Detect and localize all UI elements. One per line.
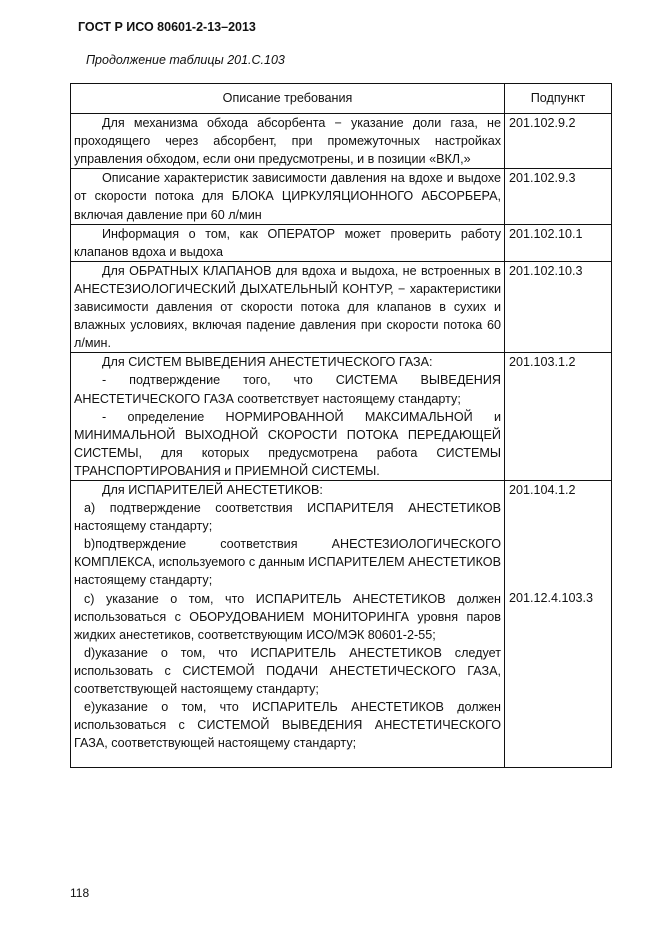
requirements-table	[70, 83, 612, 768]
table-continuation-caption: Продолжение таблицы 201.C.103	[86, 53, 285, 67]
description-list-item: с) указание о том, что ИСПАРИТЕЛЬ АНЕСТЕТИКОВ должен использоваться с ОБОРУДОВАНИЕМ МОНИТОРИНГА уровня паров жидких анестетиков, соответствующим ИСО/МЭК 80601-2-55;	[74, 591, 501, 642]
subclause-code: 201.103.1.2	[509, 355, 576, 370]
table-row	[71, 261, 612, 352]
description-cell	[71, 224, 505, 261]
description-list-item: b)подтверждение соответствия АНЕСТЕЗИОЛОГИЧЕСКОГО КОМПЛЕКСА, используемого с данным ИСПАРИТЕЛЕМ АНЕСТЕТИКОВ настоящему стандарту;	[74, 537, 501, 588]
description-text: Информация о том, как ОПЕРАТОР может проверить работу клапанов вдоха и выдоха	[74, 226, 501, 259]
description-list-item: а) подтверждение соответствия ИСПАРИТЕЛЯ АНЕСТЕТИКОВ настоящему стандарту;	[74, 501, 501, 534]
subclause-code: 201.104.1.2	[509, 482, 576, 497]
subclause-cell	[505, 169, 612, 224]
table-header-row	[71, 84, 612, 114]
subclause-cell	[505, 261, 612, 352]
table-row	[71, 224, 612, 261]
description-list-item: - определение НОРМИРОВАННОЙ МАКСИМАЛЬНОЙ и МИНИМАЛЬНОЙ ВЫХОДНОЙ СКОРОСТИ ПОТОКА ПЕРЕДАЮЩЕЙ СИСТЕМЫ, для которых предусмотрена работа СИСТЕМЫ ТРАНСПОРТИРОВАНИЯ и ПРИЕМНОЙ СИСТЕМЫ.	[74, 409, 501, 478]
description-text: Для ОБРАТНЫХ КЛАПАНОВ для вдоха и выдоха, не встроенных в АНЕСТЕЗИОЛОГИЧЕСКИЙ ДЫХАТЕЛЬНЫЙ КОНТУР, − характеристики зависимости давления от скорости потока для клапанов в сухих и влажных условиях, включая падение давления при скорости потока 60 л/мин.	[74, 263, 501, 351]
description-cell	[71, 169, 505, 224]
page-number: 118	[70, 886, 90, 900]
column-header-subclause: Подпункт	[505, 84, 612, 114]
subclause-code: 201.102.9.2	[509, 116, 576, 131]
subclause-code: 201.12.4.103.3	[509, 590, 594, 605]
table-row	[71, 480, 612, 767]
description-text: Для ИСПАРИТЕЛЕЙ АНЕСТЕТИКОВ:	[102, 482, 323, 497]
subclause-cell	[505, 224, 612, 261]
description-list-item: e)указание о том, что ИСПАРИТЕЛЬ АНЕСТЕТИКОВ должен использоваться с СИСТЕМОЙ ВЫВЕДЕНИЯ АНЕСТЕТИЧЕСКОГО ГАЗА, соответствующей настоящему стандарту;	[74, 700, 501, 751]
description-text: Для СИСТЕМ ВЫВЕДЕНИЯ АНЕСТЕТИЧЕСКОГО ГАЗА:	[102, 355, 433, 370]
description-text: Для механизма обхода абсорбента − указание доли газа, не проходящего через абсорбент, при промежуточных настройках управления обходом, если они предусмотрены, и в позиции «ВКЛ,»	[74, 116, 501, 167]
table-row	[71, 169, 612, 224]
description-list-item: d)указание о том, что ИСПАРИТЕЛЬ АНЕСТЕТИКОВ следует использовать с СИСТЕМОЙ ПОДАЧИ АНЕСТЕТИЧЕСКОГО ГАЗА, соответствующей настоящему стандарту;	[74, 645, 501, 696]
description-cell	[71, 114, 505, 169]
description-list-item: - подтверждение того, что СИСТЕМА ВЫВЕДЕНИЯ АНЕСТЕТИЧЕСКОГО ГАЗА соответствует настоящему стандарту;	[74, 373, 501, 406]
subclause-code: 201.102.10.1	[509, 226, 583, 241]
description-cell	[71, 261, 505, 352]
description-text: Описание характеристик зависимости давления на вдохе и выдохе от скорости потока для БЛОКА ЦИРКУЛЯЦИОННОГО АБСОРБЕРА, включая давление при 60 л/мин	[74, 171, 501, 222]
subclause-cell	[505, 353, 612, 481]
description-cell	[71, 353, 505, 481]
table-row	[71, 353, 612, 481]
description-cell	[71, 480, 505, 767]
subclause-code: 201.102.10.3	[509, 263, 583, 278]
column-header-description: Описание требования	[71, 84, 505, 114]
table-row	[71, 114, 612, 169]
document-code: ГОСТ Р ИСО 80601-2-13–2013	[78, 20, 256, 34]
subclause-cell	[505, 114, 612, 169]
subclause-cell	[505, 480, 612, 767]
subclause-code: 201.102.9.3	[509, 171, 576, 186]
